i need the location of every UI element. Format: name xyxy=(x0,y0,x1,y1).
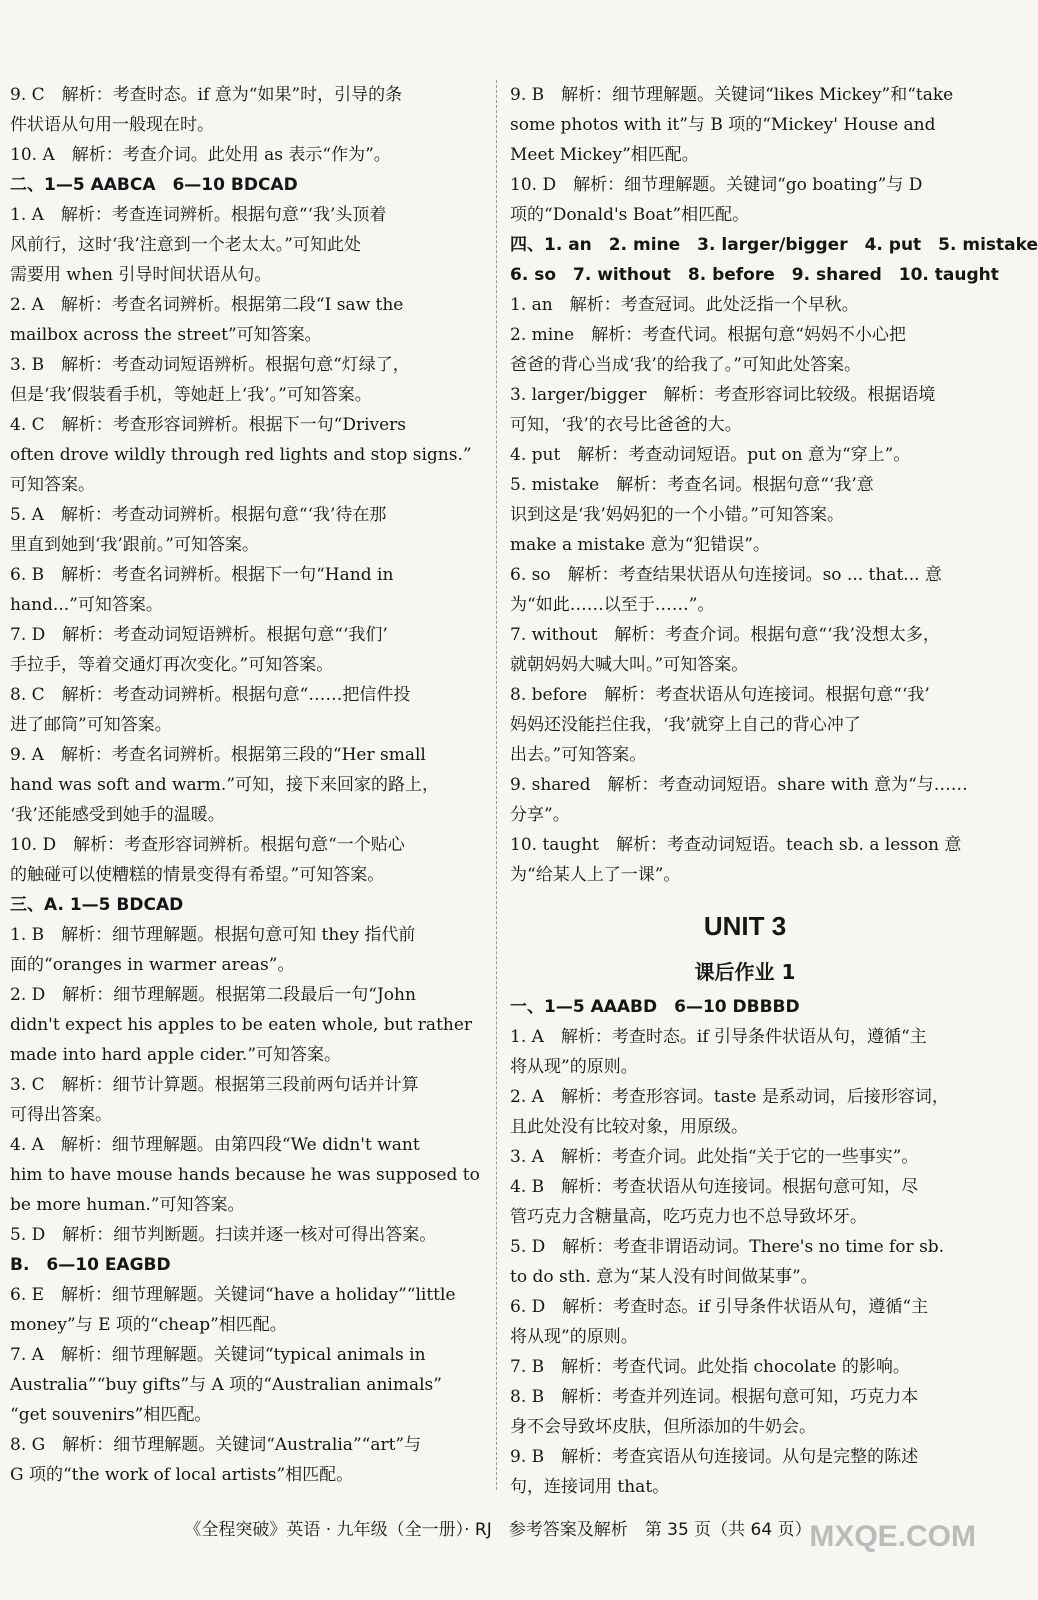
answer-line: 身不会导致坏皮肤，但所添加的牛奶会。 xyxy=(510,1417,816,1437)
answer-line: Australia”“buy gifts”与 A 项的“Australian animals” xyxy=(10,1375,442,1395)
homework-subtitle: 课后作业 1 xyxy=(694,960,796,984)
answer-line: 8. G 解析：细节理解题。关键词“Australia”“art”与 xyxy=(10,1435,422,1455)
answer-line: 2. mine 解析：考查代词。根据句意“妈妈不小心把 xyxy=(510,325,906,345)
section-header-line: 二、1—5 AABCA 6—10 BDCAD xyxy=(10,175,298,195)
answer-line: 妈妈还没能拦住我，‘我’就穿上自己的背心冲了 xyxy=(510,715,861,735)
answer-line: 2. A 解析：考查形容词。taste 是系动词，后接形容词， xyxy=(510,1087,949,1107)
answer-line: 2. A 解析：考查名词辨析。根据第二段“I saw the xyxy=(10,295,404,315)
answer-line: 9. C 解析：考查时态。if 意为“如果”时，引导的条 xyxy=(10,85,403,105)
answer-line: 5. A 解析：考查动词辨析。根据句意“‘我’待在那 xyxy=(10,505,387,525)
answer-line: 5. D 解析：考查非谓语动词。There's no time for sb. xyxy=(510,1237,945,1257)
answer-line: 1. B 解析：细节理解题。根据句意可知 they 指代前 xyxy=(10,925,416,945)
answer-line: 6. E 解析：细节理解题。关键词“have a holiday”“little xyxy=(10,1285,456,1305)
answer-line: 将从现”的原则。 xyxy=(510,1057,638,1077)
answer-line: money”与 E 项的“cheap”相匹配。 xyxy=(10,1315,287,1335)
answer-line: made into hard apple cider.”可知答案。 xyxy=(10,1045,342,1065)
answer-line: 为“给某人上了一课”。 xyxy=(510,865,681,885)
answer-line: 项的“Donald's Boat”相匹配。 xyxy=(510,205,750,225)
answer-line: 可知，‘我’的衣号比爸爸的大。 xyxy=(510,415,742,435)
section-header-line: B. 6—10 EAGBD xyxy=(10,1255,171,1275)
answer-line: be more human.”可知答案。 xyxy=(10,1195,245,1215)
answer-line: 1. an 解析：考查冠词。此处泛指一个早秋。 xyxy=(510,295,859,315)
answer-line: 8. B 解析：考查并列连词。根据句意可知，巧克力本 xyxy=(510,1387,919,1407)
answer-line: 6. D 解析：考查时态。if 引导条件状语从句，遵循“主 xyxy=(510,1297,929,1317)
answer-line: 1. A 解析：考查时态。if 引导条件状语从句，遵循“主 xyxy=(510,1027,927,1047)
answer-line: ‘我’还能感受到她手的温暖。 xyxy=(10,805,225,825)
answer-line: 10. taught 解析：考查动词短语。teach sb. a lesson 意 xyxy=(510,835,962,855)
answer-line: him to have mouse hands because he was supposed to xyxy=(10,1165,480,1185)
answer-line: 识到这是‘我’妈妈犯的一个小错。”可知答案。 xyxy=(510,505,844,525)
answer-line: 句，连接词用 that。 xyxy=(510,1477,670,1497)
answer-line: 3. larger/bigger 解析：考查形容词比较级。根据语境 xyxy=(510,385,936,405)
answer-line: 手拉手，等着交通灯再次变化。”可知答案。 xyxy=(10,655,334,675)
answer-line: 为“如此……以至于……”。 xyxy=(510,595,715,615)
answer-line: 但是‘我’假装看手机，等她赶上‘我’。”可知答案。 xyxy=(10,385,372,405)
page-footer: 《全程突破》英语 · 九年级（全一册）· RJ 参考答案及解析 第 35 页（共 64 页） xyxy=(184,1520,812,1540)
answer-line: 就朝妈妈大喊大叫。”可知答案。 xyxy=(510,655,749,675)
answer-line: 7. B 解析：考查代词。此处指 chocolate 的影响。 xyxy=(510,1357,910,1377)
answer-line: hand was soft and warm.”可知，接下来回家的路上， xyxy=(10,775,440,795)
answer-line: 的触碰可以使糟糕的情景变得有希望。”可知答案。 xyxy=(10,865,385,885)
answer-line: 管巧克力含糖量高，吃巧克力也不总导致坏牙。 xyxy=(510,1207,867,1227)
answer-line: 里直到她到‘我’跟前。”可知答案。 xyxy=(10,535,259,555)
answer-line: 3. C 解析：细节计算题。根据第三段前两句话并计算 xyxy=(10,1075,419,1095)
answer-line: 可知答案。 xyxy=(10,475,95,495)
answer-line: 3. B 解析：考查动词短语辨析。根据句意“灯绿了， xyxy=(10,355,410,375)
answer-line: Meet Mickey”相匹配。 xyxy=(510,145,699,165)
answer-line: didn't expect his apples to be eaten whole, but rather xyxy=(10,1015,473,1035)
answer-line: 4. B 解析：考查状语从句连接词。根据句意可知，尽 xyxy=(510,1177,919,1197)
column-divider xyxy=(496,80,497,1490)
answer-line: 风前行，这时‘我’注意到一个老太太。”可知此处 xyxy=(10,235,361,255)
section-header-line: 6. so 7. without 8. before 9. shared 10. taught xyxy=(510,265,999,285)
left-column xyxy=(10,80,480,1490)
answer-line: 7. A 解析：细节理解题。关键词“typical animals in xyxy=(10,1345,426,1365)
answer-line: 将从现”的原则。 xyxy=(510,1327,638,1347)
answer-line: 6. so 解析：考查结果状语从句连接词。so ... that... 意 xyxy=(510,565,942,585)
answer-line: G 项的“the work of local artists”相匹配。 xyxy=(10,1465,354,1485)
answer-line: make a mistake 意为“犯错误”。 xyxy=(510,535,770,555)
answer-line: 分享”。 xyxy=(510,805,570,825)
answer-line: mailbox across the street”可知答案。 xyxy=(10,325,322,345)
answer-line: 7. D 解析：考查动词短语辨析。根据句意“‘我们’ xyxy=(10,625,388,645)
answer-line: 件状语从句用一般现在时。 xyxy=(10,115,214,135)
answer-line: 9. A 解析：考查名词辨析。根据第三段的“Her small xyxy=(10,745,426,765)
answer-line: 5. D 解析：细节判断题。扫读并逐一核对可得出答案。 xyxy=(10,1225,437,1245)
answer-line: 1. A 解析：考查连词辨析。根据句意“‘我’头顶着 xyxy=(10,205,387,225)
answer-line: 面的“oranges in warmer areas”。 xyxy=(10,955,295,975)
right-bottom-block xyxy=(510,992,980,1502)
answer-line: 10. A 解析：考查介词。此处用 as 表示“作为”。 xyxy=(10,145,391,165)
section-header-line: 四、1. an 2. mine 3. larger/bigger 4. put 5. mistake xyxy=(510,235,1038,255)
answer-line: 可得出答案。 xyxy=(10,1105,112,1125)
section-header-line: 三、A. 1—5 BDCAD xyxy=(10,895,184,915)
answer-line: often drove wildly through red lights and stop signs.” xyxy=(10,445,472,465)
answer-line: 6. B 解析：考查名词辨析。根据下一句“Hand in xyxy=(10,565,394,585)
answer-line: 8. before 解析：考查状语从句连接词。根据句意“‘我’ xyxy=(510,685,930,705)
site-watermark: MXQE.COM xyxy=(809,1520,976,1553)
answer-line: 9. shared 解析：考查动词短语。share with 意为“与…… xyxy=(510,775,968,795)
answer-line: 4. A 解析：细节理解题。由第四段“We didn't want xyxy=(10,1135,420,1155)
answer-line: 8. C 解析：考查动词辨析。根据句意“……把信件投 xyxy=(10,685,411,705)
answer-line: 4. C 解析：考查形容词辨析。根据下一句“Drivers xyxy=(10,415,407,435)
right-column xyxy=(510,80,1038,1502)
answer-line: 需要用 when 引导时间状语从句。 xyxy=(10,265,272,285)
answer-line: “get souvenirs”相匹配。 xyxy=(10,1405,212,1425)
answer-line: 5. mistake 解析：考查名词。根据句意“‘我’意 xyxy=(510,475,874,495)
answer-line: 7. without 解析：考查介词。根据句意“‘我’没想太多， xyxy=(510,625,940,645)
answer-line: 爸爸的背心当成‘我’的给我了。”可知此处答案。 xyxy=(510,355,861,375)
unit-title: UNIT 3 xyxy=(703,911,787,941)
answer-line: 10. D 解析：考查形容词辨析。根据句意“一个贴心 xyxy=(10,835,405,855)
section-header-line: 一、1—5 AAABD 6—10 DBBBD xyxy=(510,997,800,1017)
answer-line: hand...”可知答案。 xyxy=(10,595,163,615)
answer-line: to do sth. 意为“某人没有时间做某事”。 xyxy=(510,1267,818,1287)
answer-line: 9. B 解析：考查宾语从句连接词。从句是完整的陈述 xyxy=(510,1447,919,1467)
answer-line: 10. D 解析：细节理解题。关键词“go boating”与 D xyxy=(510,175,923,195)
answer-line: 且此处没有比较对象，用原级。 xyxy=(510,1117,748,1137)
answer-line: 进了邮筒”可知答案。 xyxy=(10,715,172,735)
answer-line: some photos with it”与 B 项的“Mickey' House and xyxy=(510,115,936,135)
right-top-block xyxy=(510,80,1038,890)
answer-line: 9. B 解析：细节理解题。关键词“likes Mickey”和“take xyxy=(510,85,954,105)
answer-line: 2. D 解析：细节理解题。根据第二段最后一句“John xyxy=(10,985,416,1005)
answer-line: 4. put 解析：考查动词短语。put on 意为“穿上”。 xyxy=(510,445,911,465)
answer-line: 3. A 解析：考查介词。此处指“关于它的一些事实”。 xyxy=(510,1147,919,1167)
answer-line: 出去。”可知答案。 xyxy=(510,745,647,765)
